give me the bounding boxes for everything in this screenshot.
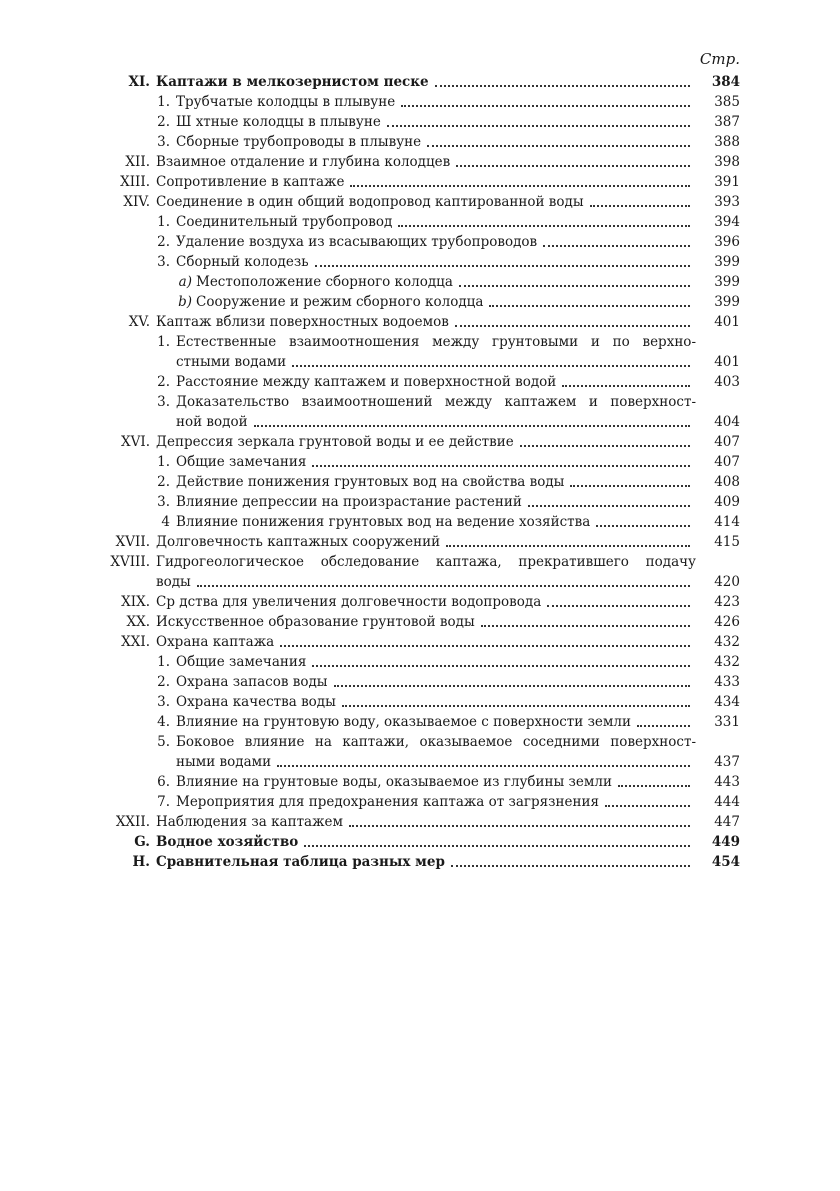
toc-entry-number: 1. <box>157 654 170 670</box>
toc-entry <box>100 812 740 832</box>
toc-entry-number: XX. <box>126 614 150 630</box>
toc-entry-number: XIX. <box>121 594 150 610</box>
toc-entry-text <box>156 312 696 332</box>
toc-entry-title: Каптажи в мелкозернистом песке <box>156 74 429 90</box>
toc-entry-title: Соединение в один общий водопровод каптированной воды <box>156 194 584 210</box>
toc-entry-title: Расстояние между каптажем и поверхностной водой <box>176 374 557 390</box>
toc-entry-number: 5. <box>157 734 170 750</box>
toc-entry-title: Взаимное отдаление и глубина колодцев <box>156 154 451 170</box>
toc-entry-title: Сборные трубопроводы в плывуне <box>176 134 422 150</box>
toc-entry-page-number: 331 <box>714 714 740 730</box>
dot-leader <box>350 185 690 187</box>
toc-entry-page-number: 444 <box>714 794 740 810</box>
toc-entry <box>100 112 740 132</box>
toc-entry-text <box>176 372 696 392</box>
toc-entry-page-number: 415 <box>714 534 740 550</box>
toc-entry-title: Влияние понижения грунтовых вод на ведение хозяйства <box>176 514 591 530</box>
toc-entry <box>100 832 740 852</box>
toc-entry-text <box>176 392 696 432</box>
toc-entry-title: Охрана каптажа <box>156 634 275 650</box>
toc-entry-title: Сборный колодезь <box>176 254 309 270</box>
toc-entry <box>100 132 740 152</box>
toc-entry-number: 2. <box>157 234 170 250</box>
toc-entry <box>100 452 740 472</box>
dot-leader <box>547 605 690 607</box>
dot-leader <box>451 865 690 867</box>
toc-entry-page-number: 414 <box>714 514 740 530</box>
toc-entry-text <box>156 592 696 612</box>
toc-entry <box>100 672 740 692</box>
toc-entry-number: 4 <box>161 514 170 530</box>
toc-entry-text <box>156 552 696 592</box>
toc-entry-page-number: 433 <box>714 674 740 690</box>
toc-entry-page-number: 447 <box>714 814 740 830</box>
toc-entry-page-number: 403 <box>714 374 740 390</box>
toc-entry-page-number: 454 <box>711 854 740 870</box>
toc-entry-number: XVIII. <box>110 554 150 570</box>
toc-entry-page-number: 407 <box>714 434 740 450</box>
toc-entry-page-number: 398 <box>714 154 740 170</box>
toc-entry-text <box>176 692 696 712</box>
toc-entry <box>100 332 740 372</box>
toc-entry-number: G. <box>134 834 150 850</box>
toc-entry-page-number: 387 <box>714 114 740 130</box>
toc-entry-text <box>176 772 696 792</box>
toc-entry-page-number: 401 <box>714 314 740 330</box>
toc-entry-title: Ср дства для увеличения долговечности водопровода <box>156 594 542 610</box>
toc-entry-title: Наблюдения за каптажем <box>156 814 343 830</box>
toc-entry <box>100 532 740 552</box>
dot-leader <box>401 105 690 107</box>
dot-leader <box>334 685 690 687</box>
toc-entry-title: Общие замечания <box>176 454 307 470</box>
toc-entry-text <box>196 272 696 292</box>
dot-leader <box>277 765 690 767</box>
dot-leader <box>455 325 690 327</box>
toc-entry-number: XVII. <box>115 534 150 550</box>
toc-entry-number: XIII. <box>120 174 150 190</box>
toc-entry <box>100 432 740 452</box>
page-column-label: Стр. <box>699 50 740 68</box>
toc-entry <box>100 192 740 212</box>
toc-entry <box>100 492 740 512</box>
dot-leader <box>398 225 690 227</box>
dot-leader <box>349 825 690 827</box>
toc-entry <box>100 152 740 172</box>
toc-entry-title-continued: воды <box>156 574 191 590</box>
toc-entry-title: Общие замечания <box>176 654 307 670</box>
toc-entry-number: 3. <box>157 394 170 410</box>
toc-entry-page-number: 399 <box>714 294 740 310</box>
toc-entry-number: 1. <box>157 94 170 110</box>
toc-entry-text <box>176 252 696 272</box>
toc-entry-text <box>176 92 696 112</box>
toc-entry-title: Гидрогеологическое обследование каптажа, прекратившего подачу <box>156 554 696 570</box>
toc-entry-title-continued: стными водами <box>176 354 287 370</box>
toc-entry-number: 2. <box>157 374 170 390</box>
toc-entry-text <box>176 452 696 472</box>
toc-entry-title-continued: ными водами <box>176 754 272 770</box>
dot-leader <box>562 385 690 387</box>
toc-entry-number: 2. <box>157 674 170 690</box>
toc-entry-text <box>176 472 696 492</box>
dot-leader <box>280 645 690 647</box>
toc-entry-title: Депрессия зеркала грунтовой воды и ее действие <box>156 434 514 450</box>
toc-entry-page-number: 449 <box>711 834 740 850</box>
toc-entry-page-number: 432 <box>714 654 740 670</box>
dot-leader <box>387 125 690 127</box>
toc-entry-number: 2. <box>157 114 170 130</box>
toc-entry-number: XI. <box>128 74 150 90</box>
toc-entry <box>100 312 740 332</box>
dot-leader <box>520 445 690 447</box>
toc-entry <box>100 692 740 712</box>
toc-entry <box>100 772 740 792</box>
dot-leader <box>427 145 690 147</box>
toc-entry <box>100 372 740 392</box>
toc-entry-title: Влияние на грунтовые воды, оказываемое из глубины земли <box>176 774 612 790</box>
dot-leader <box>312 665 690 667</box>
toc-entry-text <box>176 732 696 772</box>
dot-leader <box>456 165 690 167</box>
dot-leader <box>481 625 690 627</box>
toc-entry-page-number: 443 <box>714 774 740 790</box>
toc-entry-text <box>176 712 696 732</box>
toc-entry <box>100 232 740 252</box>
toc-entry-title: Долговечность каптажных сооружений <box>156 534 441 550</box>
toc-entry-title: Доказательство взаимоотношений между каптажем и поверхност- <box>176 394 696 410</box>
toc-entry-text <box>176 232 696 252</box>
toc-entry <box>100 252 740 272</box>
toc-entry-page-number: 426 <box>714 614 740 630</box>
dot-leader <box>304 845 690 847</box>
toc-entry-title: Искусственное образование грунтовой воды <box>156 614 475 630</box>
toc-entry-title: Охрана качества воды <box>176 694 336 710</box>
toc-entry <box>100 592 740 612</box>
toc-entry <box>100 72 740 92</box>
dot-leader <box>435 85 690 87</box>
toc-entry-text <box>156 172 696 192</box>
toc-entry-text <box>156 812 696 832</box>
toc-entry-text <box>176 332 696 372</box>
toc-entry-title: Сравнительная таблица разных мер <box>156 854 445 870</box>
toc-entry-page-number: 388 <box>714 134 740 150</box>
toc-entry-title: Местоположение сборного колодца <box>196 274 453 290</box>
toc-entry-text <box>156 532 696 552</box>
toc-entry <box>100 612 740 632</box>
toc-entry-number: 3. <box>157 694 170 710</box>
dot-leader <box>254 425 690 427</box>
toc-entry <box>100 712 740 732</box>
toc-entry <box>100 292 740 312</box>
dot-leader <box>543 245 690 247</box>
toc-entry-number: XXI. <box>121 634 150 650</box>
toc-entry-title: Мероприятия для предохранения каптажа от загрязнения <box>176 794 600 810</box>
toc-entry-number: 6. <box>157 774 170 790</box>
toc-entry-number: 2. <box>157 474 170 490</box>
toc-entry <box>100 552 740 592</box>
dot-leader <box>489 305 690 307</box>
toc-entry-text <box>176 492 696 512</box>
toc-entry-page-number: 404 <box>714 414 740 430</box>
toc-entry-page-number: 385 <box>714 94 740 110</box>
toc-entry <box>100 852 740 872</box>
toc-entry-page-number: 423 <box>714 594 740 610</box>
toc-entry-title: Влияние на грунтовую воду, оказываемое с поверхности земли <box>176 714 631 730</box>
toc-entry <box>100 632 740 652</box>
toc-entry <box>100 792 740 812</box>
toc-entry-number: b) <box>178 294 192 310</box>
toc-entry-number: 1. <box>157 214 170 230</box>
dot-leader <box>637 725 690 727</box>
toc-entry-title: Сооружение и режим сборного колодца <box>196 294 484 310</box>
toc-entry <box>100 212 740 232</box>
toc-entry-number: 3. <box>157 254 170 270</box>
toc-entry <box>100 92 740 112</box>
toc-entry-title: Водное хозяйство <box>156 834 299 850</box>
dot-leader <box>342 705 690 707</box>
dot-leader <box>596 525 690 527</box>
toc-entry-number: XXII. <box>115 814 150 830</box>
toc-entry <box>100 652 740 672</box>
toc-entry-page-number: 408 <box>714 474 740 490</box>
toc-entry-title: Трубчатые колодцы в плывуне <box>176 94 396 110</box>
table-of-contents <box>100 72 740 872</box>
toc-entry-number: 7. <box>157 794 170 810</box>
toc-entry <box>100 392 740 432</box>
toc-entry-number: 3. <box>157 494 170 510</box>
toc-entry <box>100 512 740 532</box>
toc-entry-text <box>156 72 696 92</box>
toc-entry-number: XVI. <box>121 434 150 450</box>
toc-entry-text <box>156 852 696 872</box>
toc-entry-page-number: 432 <box>714 634 740 650</box>
toc-entry <box>100 732 740 772</box>
toc-entry-number: H. <box>132 854 150 870</box>
toc-entry-text <box>176 672 696 692</box>
toc-entry-text <box>176 652 696 672</box>
dot-leader <box>459 285 690 287</box>
toc-entry-text <box>156 632 696 652</box>
toc-entry-text <box>176 212 696 232</box>
toc-entry-text <box>156 612 696 632</box>
toc-entry-title: Действие понижения грунтовых вод на свойства воды <box>176 474 565 490</box>
toc-entry <box>100 172 740 192</box>
toc-entry-page-number: 384 <box>711 74 740 90</box>
toc-entry <box>100 472 740 492</box>
toc-entry-page-number: 391 <box>714 174 740 190</box>
toc-entry-text <box>176 792 696 812</box>
toc-entry-page-number: 437 <box>714 754 740 770</box>
toc-entry-page-number: 399 <box>714 254 740 270</box>
toc-entry-text <box>176 512 696 532</box>
toc-entry-title: Охрана запасов воды <box>176 674 328 690</box>
toc-entry-number: XIV. <box>123 194 150 210</box>
toc-entry-text <box>156 192 696 212</box>
toc-entry-title: Сопротивление в каптаже <box>156 174 345 190</box>
toc-entry-title: Каптаж вблизи поверхностных водоемов <box>156 314 449 330</box>
toc-entry-text <box>176 112 696 132</box>
toc-entry-page-number: 393 <box>714 194 740 210</box>
dot-leader <box>312 465 690 467</box>
dot-leader <box>528 505 690 507</box>
toc-entry-page-number: 434 <box>714 694 740 710</box>
toc-entry-number: 4. <box>157 714 170 730</box>
toc-entry-title: Ш хтные колодцы в плывуне <box>176 114 381 130</box>
toc-entry <box>100 272 740 292</box>
toc-entry-text <box>196 292 696 312</box>
toc-entry-title: Боковое влияние на каптажи, оказываемое соседними поверхност- <box>176 734 696 750</box>
toc-entry-text <box>156 152 696 172</box>
toc-entry-number: 3. <box>157 134 170 150</box>
toc-entry-number: XII. <box>125 154 150 170</box>
dot-leader <box>315 265 690 267</box>
toc-entry-page-number: 409 <box>714 494 740 510</box>
dot-leader <box>446 545 690 547</box>
toc-entry-title: Влияние депрессии на произрастание растений <box>176 494 522 510</box>
toc-entry-text <box>156 432 696 452</box>
dot-leader <box>618 785 690 787</box>
toc-entry-number: 1. <box>157 334 170 350</box>
toc-entry-page-number: 399 <box>714 274 740 290</box>
dot-leader <box>605 805 690 807</box>
dot-leader <box>570 485 690 487</box>
dot-leader <box>590 205 690 207</box>
dot-leader <box>292 365 690 367</box>
toc-entry-text <box>156 832 696 852</box>
toc-entry-page-number: 407 <box>714 454 740 470</box>
toc-entry-number: XV. <box>128 314 150 330</box>
toc-entry-title: Удаление воздуха из всасывающих трубопроводов <box>176 234 538 250</box>
toc-entry-number: a) <box>178 274 192 290</box>
toc-entry-text <box>176 132 696 152</box>
toc-entry-page-number: 394 <box>714 214 740 230</box>
toc-entry-page-number: 396 <box>714 234 740 250</box>
toc-entry-title: Естественные взаимоотношения между грунтовыми и по верхно- <box>176 334 696 350</box>
toc-entry-title-continued: ной водой <box>176 414 248 430</box>
toc-entry-title: Соединительный трубопровод <box>176 214 393 230</box>
toc-entry-page-number: 420 <box>714 574 740 590</box>
dot-leader <box>197 585 690 587</box>
toc-entry-page-number: 401 <box>714 354 740 370</box>
toc-entry-number: 1. <box>157 454 170 470</box>
